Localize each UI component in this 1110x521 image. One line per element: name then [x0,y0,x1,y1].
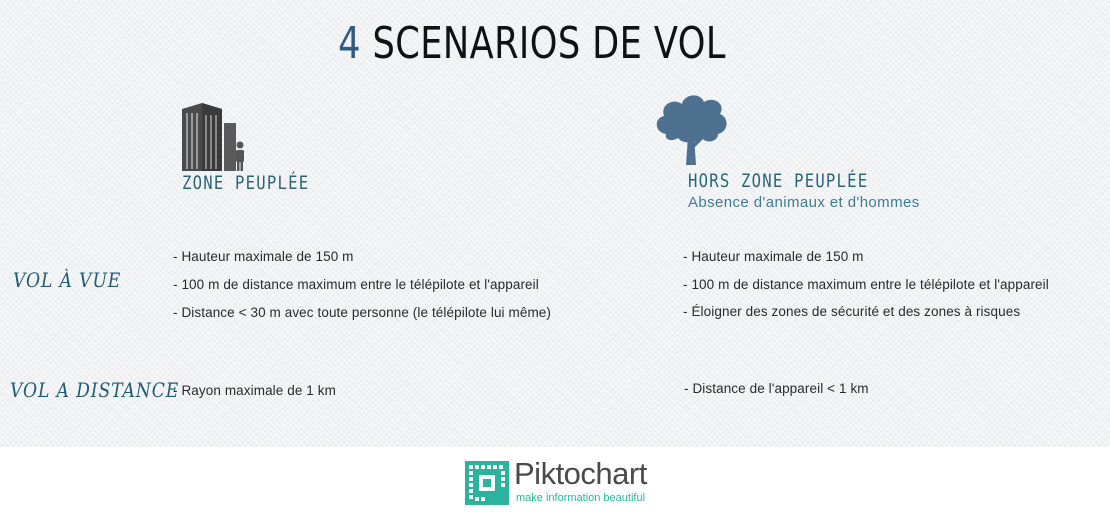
page-title [106,16,957,72]
list-item: - Rayon maximale de 1 km [173,383,336,398]
row-label-vol-a-vue: VOL À VUE [13,268,122,292]
zone-peuplee-heading: ZONE PEUPLÉE [182,172,310,194]
tree-icon [652,90,732,165]
list-item: - 100 m de distance maximum entre le télépilote et l'appareil [683,277,1049,292]
list-item: - Éloigner des zones de sécurité et des zones à risques [683,304,1021,319]
brand-wordmark: Piktochart [514,456,647,491]
brand-tagline: make information beautiful [516,492,646,504]
list-item: - Distance < 30 m avec toute personne (le télépilote lui même) [173,305,552,320]
piktochart-logo-icon [465,461,509,505]
hors-zone-peuplee-heading: HORS ZONE PEUPLÉE [688,170,869,192]
row-label-vol-a-distance: VOL A DISTANCE [10,378,180,402]
building-person-icon [180,103,250,171]
list-item: - Hauteur maximale de 150 m [683,249,864,264]
list-item: - 100 m de distance maximum entre le télépilote et l'appareil [173,277,539,292]
list-item: - Distance de l'appareil < 1 km [684,381,869,396]
list-item: - Hauteur maximale de 150 m [173,249,354,264]
title-text: SCENARIOS DE VOL [360,18,726,69]
title-number: 4 [338,18,361,69]
hors-zone-subheading: Absence d'animaux et d'hommes [688,194,920,211]
